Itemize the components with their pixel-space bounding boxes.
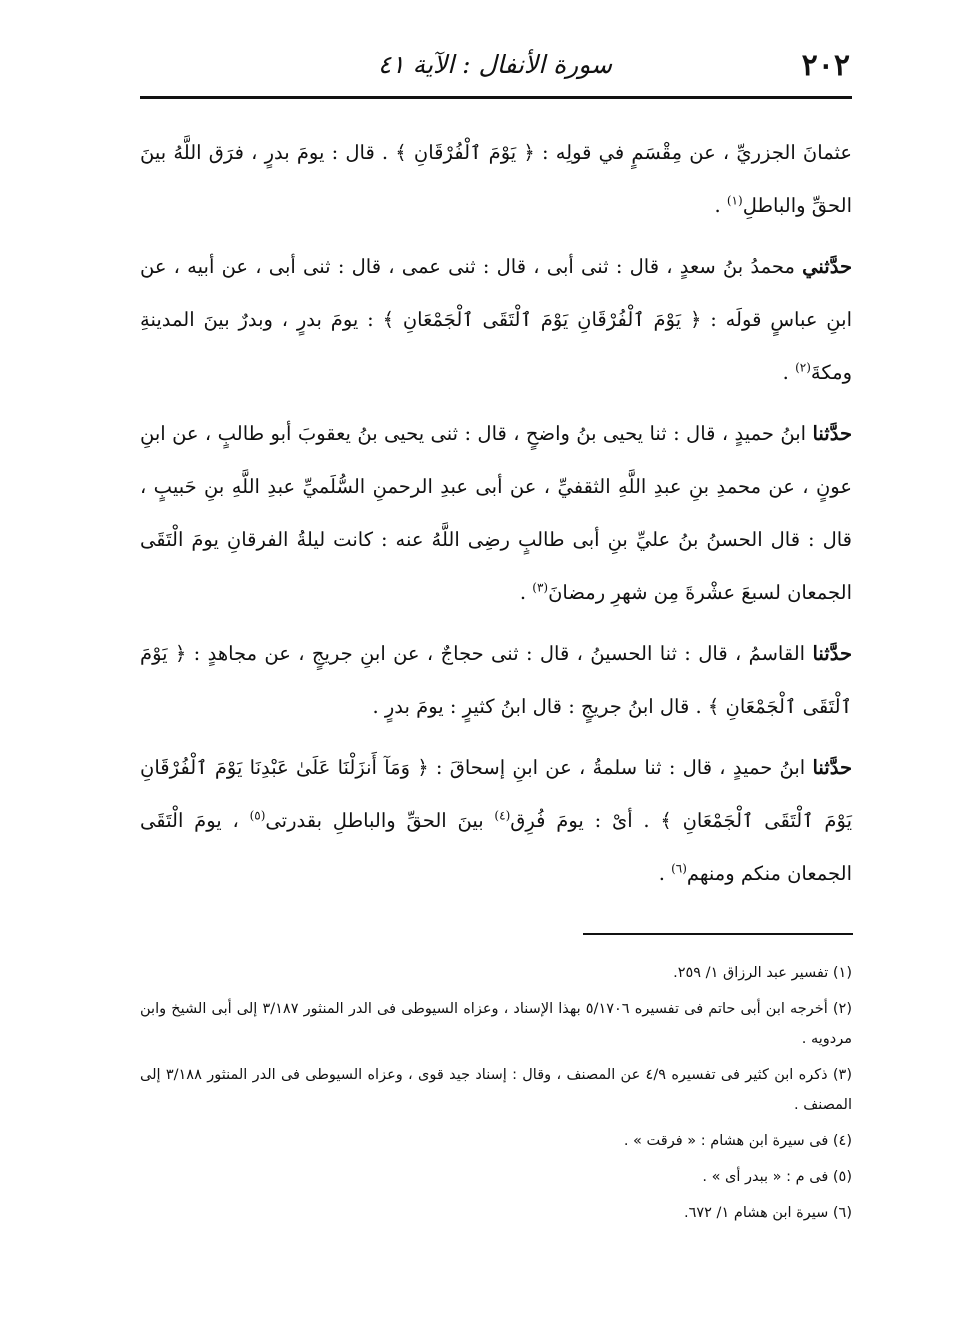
page-header xyxy=(140,42,850,90)
paragraph-tail: . xyxy=(782,361,796,384)
footnote-ref-5: (٥) xyxy=(249,808,266,823)
paragraph-lead: حدَّثنا xyxy=(812,422,852,445)
paragraph-text-3: ، يومَ الْتَقَى الجمعان منكم ومنهم xyxy=(140,809,852,885)
paragraph-tail: . xyxy=(714,194,727,217)
paragraph-2 xyxy=(140,240,852,399)
footnote-4: (٤) فى سيرة ابن هشام : « فرقت » . xyxy=(623,1133,852,1149)
footnote-ref-2: (٢) xyxy=(795,360,811,375)
footnote-separator xyxy=(583,933,853,935)
paragraph-4 xyxy=(140,627,852,733)
paragraph-lead: حدَّثنا xyxy=(812,642,852,665)
header-rule xyxy=(140,96,852,99)
footnote-5: (٥) فى م : « ببدر أى » . xyxy=(702,1169,852,1185)
footnote-1: (١) تفسير عبد الرزاق ١/ ٢٥٩. xyxy=(673,965,852,981)
footnote-ref-4: (٤) xyxy=(494,808,511,823)
footnotes xyxy=(140,958,852,1234)
paragraph-text: محمدُ بنُ سعدٍ ، قال : ثنى أبى ، قال : ثنى عمى ، قال : ثنى أبى ، عن أبيه ، عن ابنِ عباسٍ قولَه : ﴿ يَوْمَ ٱلْفُرْقَانِ يَوْمَ ٱلْتَقَى ٱلْجَمْعَانِ ﴾ : يومَ بدرٍ ، وبدرٌ بينَ المدينةِ ومكةَ xyxy=(140,255,852,384)
paragraph-text: عثمانَ الجزريِّ ، عن مِقْسَمٍ في قولِه : ﴿ يَوْمَ ٱلْفُرْقَانِ ﴾ . قال : يومَ بدرٍ ، فرَق اللَّهُ بينَ الحقِّ والباطلِ xyxy=(140,141,852,217)
paragraph-5 xyxy=(140,741,852,900)
footnote-ref-6: (٦) xyxy=(671,861,687,876)
running-title: سورة الأنفال : الآية ٤١ xyxy=(377,50,613,79)
paragraph-lead: حدَّثني xyxy=(802,255,852,278)
paragraph-text: القاسمُ ، قال : ثنا الحسينُ ، قال : ثنى حجاجٌ ، عن ابنِ جريجٍ ، عن مجاهدٍ : ﴿ يَوْمَ ٱلْتَقَى ٱلْجَمْعَانِ ﴾ . قال ابنُ جريجٍ : قال ابنُ كثيرٍ : يومَ بدرٍ . xyxy=(140,642,852,718)
paragraph-text: ابنُ حميدٍ ، قال : ثنا سلمةُ ، عن ابنِ إسحاقَ : ﴿ وَمَآ أَنزَلْنَا عَلَىٰ عَبْدِنَا يَوْمَ ٱلْفُرْقَانِ يَوْمَ ٱلْتَقَى ٱلْجَمْعَانِ ﴾ . أىْ : يومَ فُرِق xyxy=(140,756,852,832)
paragraph-lead: حدَّثنا xyxy=(812,756,852,779)
footnote-3: (٣) ذكره ابن كثير فى تفسيره ٤/٩ عن المصنف ، وقال : إسناد جيد قوى ، وعزاه السيوطى فى الدر المنثور ٣/١٨٨ إلى المصنف . xyxy=(140,1067,852,1113)
footnote-2: (٢) أخرجه ابن أبى حاتم فى تفسيره ٥/١٧٠٦ بهذا الإسناد ، وعزاه السيوطى فى الدر المنثور ٣/١٨٧ إلى أبى الشيخ وابن مردويه . xyxy=(140,1001,853,1047)
paragraph-tail: . xyxy=(658,862,672,885)
paragraph-text: ابنُ حميدٍ ، قال : ثنا يحيى بنُ واضحٍ ، قال : ثنى يحيى بنُ يعقوبَ أبو طالبٍ ، عن ابنِ عونٍ ، عن محمدِ بنِ عبدِ اللَّهِ الثقفيِّ ، عن أبى عبدِ الرحمنِ السُّلَميِّ عبدِ اللَّهِ بنِ حَبيبٍ ، قال : قال الحسنُ بنُ عليِّ بنِ أبى طالبٍ رضِى اللَّهُ عنه : كانت ليلةُ الفرقانِ يومَ الْتَقَى الجمعان لسبعَ عشْرةَ مِن شهرِ رمضانَ xyxy=(140,422,852,604)
footnote-ref-3: (٣) xyxy=(532,580,549,595)
footnote-6: (٦) سيرة ابن هشام ١/ ٦٧٢. xyxy=(683,1205,852,1221)
paragraph-3 xyxy=(140,407,852,619)
paragraph-1 xyxy=(140,126,852,232)
main-text xyxy=(140,126,852,908)
paragraph-text-2: بينَ الحقِّ والباطلِ بقدرتى xyxy=(265,809,495,832)
page-number: ٢٠٢ xyxy=(801,48,850,83)
paragraph-tail: . xyxy=(519,581,533,604)
footnote-ref-1: (١) xyxy=(726,193,743,208)
